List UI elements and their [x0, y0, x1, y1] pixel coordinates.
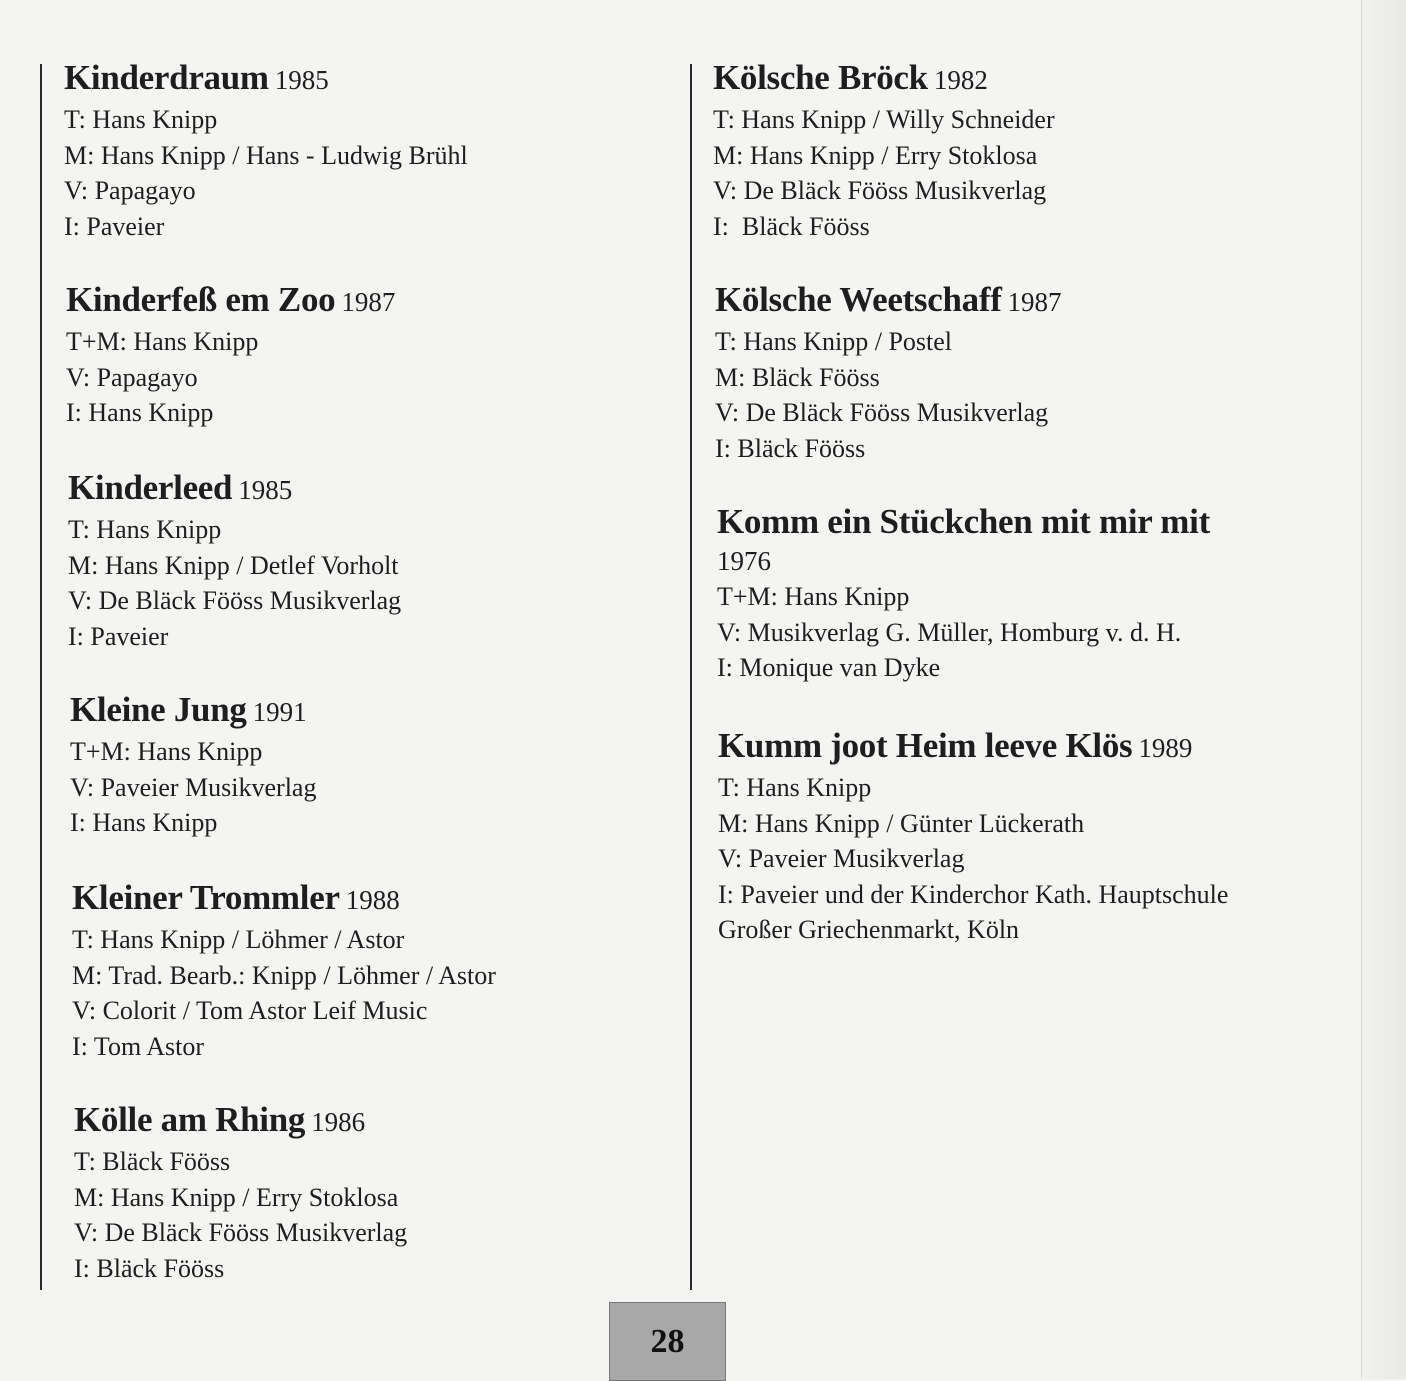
credit-line: V: Paveier Musikverlag	[70, 772, 317, 802]
song-title: Kleine Jung	[70, 690, 247, 729]
song-title: Kölsche Bröck	[713, 58, 928, 97]
song-title: Kumm joot Heim leeve Klös	[718, 726, 1133, 765]
credit-line: V: De Bläck Fööss Musikverlag	[715, 398, 1049, 427]
credit-line: M: Hans Knipp / Hans - Ludwig Brühl	[64, 140, 468, 170]
credit-line: T: Hans Knipp	[718, 773, 872, 802]
credit-line: M: Hans Knipp / Günter Lückerath	[718, 808, 1085, 838]
credit-line: V: De Bläck Fööss Musikverlag	[713, 176, 1047, 205]
song-year: 1985	[238, 475, 293, 505]
song-year: 1988	[345, 885, 400, 915]
credit-line: I: Monique van Dyke	[717, 653, 941, 682]
credit-line: M: Hans Knipp / Erry Stoklosa	[713, 140, 1038, 170]
credit-line: T+M: Hans Knipp	[717, 582, 910, 611]
credit-line: T+M: Hans Knipp	[70, 737, 263, 766]
credit-line: I: Bläck Fööss	[74, 1253, 225, 1283]
credit-line: I: Hans Knipp	[70, 808, 218, 837]
credit-line: T: Hans Knipp / Löhmer / Astor	[72, 925, 405, 954]
credit-line: I: Bläck Fööss	[715, 433, 866, 463]
left-column-rule	[40, 64, 42, 1290]
song-entry	[66, 278, 395, 431]
credit-line: I: Paveier	[64, 211, 165, 241]
credit-line: I: Tom Astor	[72, 1031, 205, 1061]
credit-line: T: Hans Knipp	[68, 515, 222, 544]
credit-line: I: Paveier und der Kinderchor Kath. Hauptschule	[718, 879, 1229, 909]
credit-line: I: Bläck Fööss	[713, 211, 870, 241]
song-year: 1986	[311, 1107, 366, 1137]
song-year: 1987	[1007, 287, 1062, 317]
credit-line: M: Hans Knipp / Erry Stoklosa	[74, 1182, 399, 1212]
page-edge	[1361, 0, 1406, 1379]
credit-line: T: Hans Knipp / Willy Schneider	[713, 105, 1055, 134]
credit-line: V: Colorit / Tom Astor Leif Music	[72, 996, 428, 1025]
song-year: 1982	[933, 65, 988, 95]
credit-line: V: De Bläck Fööss Musikverlag	[74, 1218, 408, 1247]
page-number-box	[609, 1302, 726, 1381]
credit-line: I: Paveier	[68, 621, 169, 651]
credit-line: T: Bläck Fööss	[74, 1147, 231, 1176]
song-title: Kölsche Weetschaff	[715, 280, 1002, 319]
song-entry	[64, 56, 468, 244]
song-year: 1987	[341, 287, 396, 317]
credit-line: M: Bläck Fööss	[715, 362, 880, 392]
song-title: Kinderfeß em Zoo	[66, 280, 336, 319]
credit-line: T+M: Hans Knipp	[66, 327, 259, 356]
song-year: 1991	[252, 697, 307, 727]
credit-line: Großer Griechenmarkt, Köln	[718, 915, 1020, 944]
credit-line: T: Hans Knipp / Postel	[715, 327, 953, 356]
song-title: Komm ein Stückchen mit mir mit	[717, 502, 1210, 541]
song-year: 1985	[274, 65, 329, 95]
song-entry	[713, 56, 1055, 244]
credit-line: V: De Bläck Fööss Musikverlag	[68, 586, 402, 615]
song-entry	[70, 688, 316, 841]
song-year: 1989	[1138, 733, 1193, 763]
page-number: 28	[650, 1322, 685, 1360]
song-title: Kinderleed	[68, 468, 233, 507]
song-title: Kleiner Trommler	[72, 878, 340, 917]
credit-line: M: Hans Knipp / Detlef Vorholt	[68, 550, 399, 580]
song-title: Kölle am Rhing	[74, 1100, 306, 1139]
song-entry	[717, 500, 1210, 686]
song-entry	[68, 466, 401, 654]
song-entry	[718, 724, 1228, 948]
credit-line: V: Papagayo	[66, 362, 198, 392]
song-title: Kinderdraum	[64, 58, 269, 97]
credit-line: V: Papagayo	[64, 176, 196, 205]
credit-line: V: Paveier Musikverlag	[718, 844, 965, 873]
credit-line: M: Trad. Bearb.: Knipp / Löhmer / Astor	[72, 960, 496, 990]
song-year: 1976	[717, 546, 771, 576]
credit-line: I: Hans Knipp	[66, 398, 214, 427]
song-entry	[715, 278, 1062, 466]
song-entry	[72, 876, 496, 1064]
credit-line: T: Hans Knipp	[64, 105, 218, 134]
song-entry	[74, 1098, 407, 1286]
credit-line: V: Musikverlag G. Müller, Homburg v. d. H.	[717, 617, 1182, 647]
right-column-rule	[690, 64, 692, 1290]
